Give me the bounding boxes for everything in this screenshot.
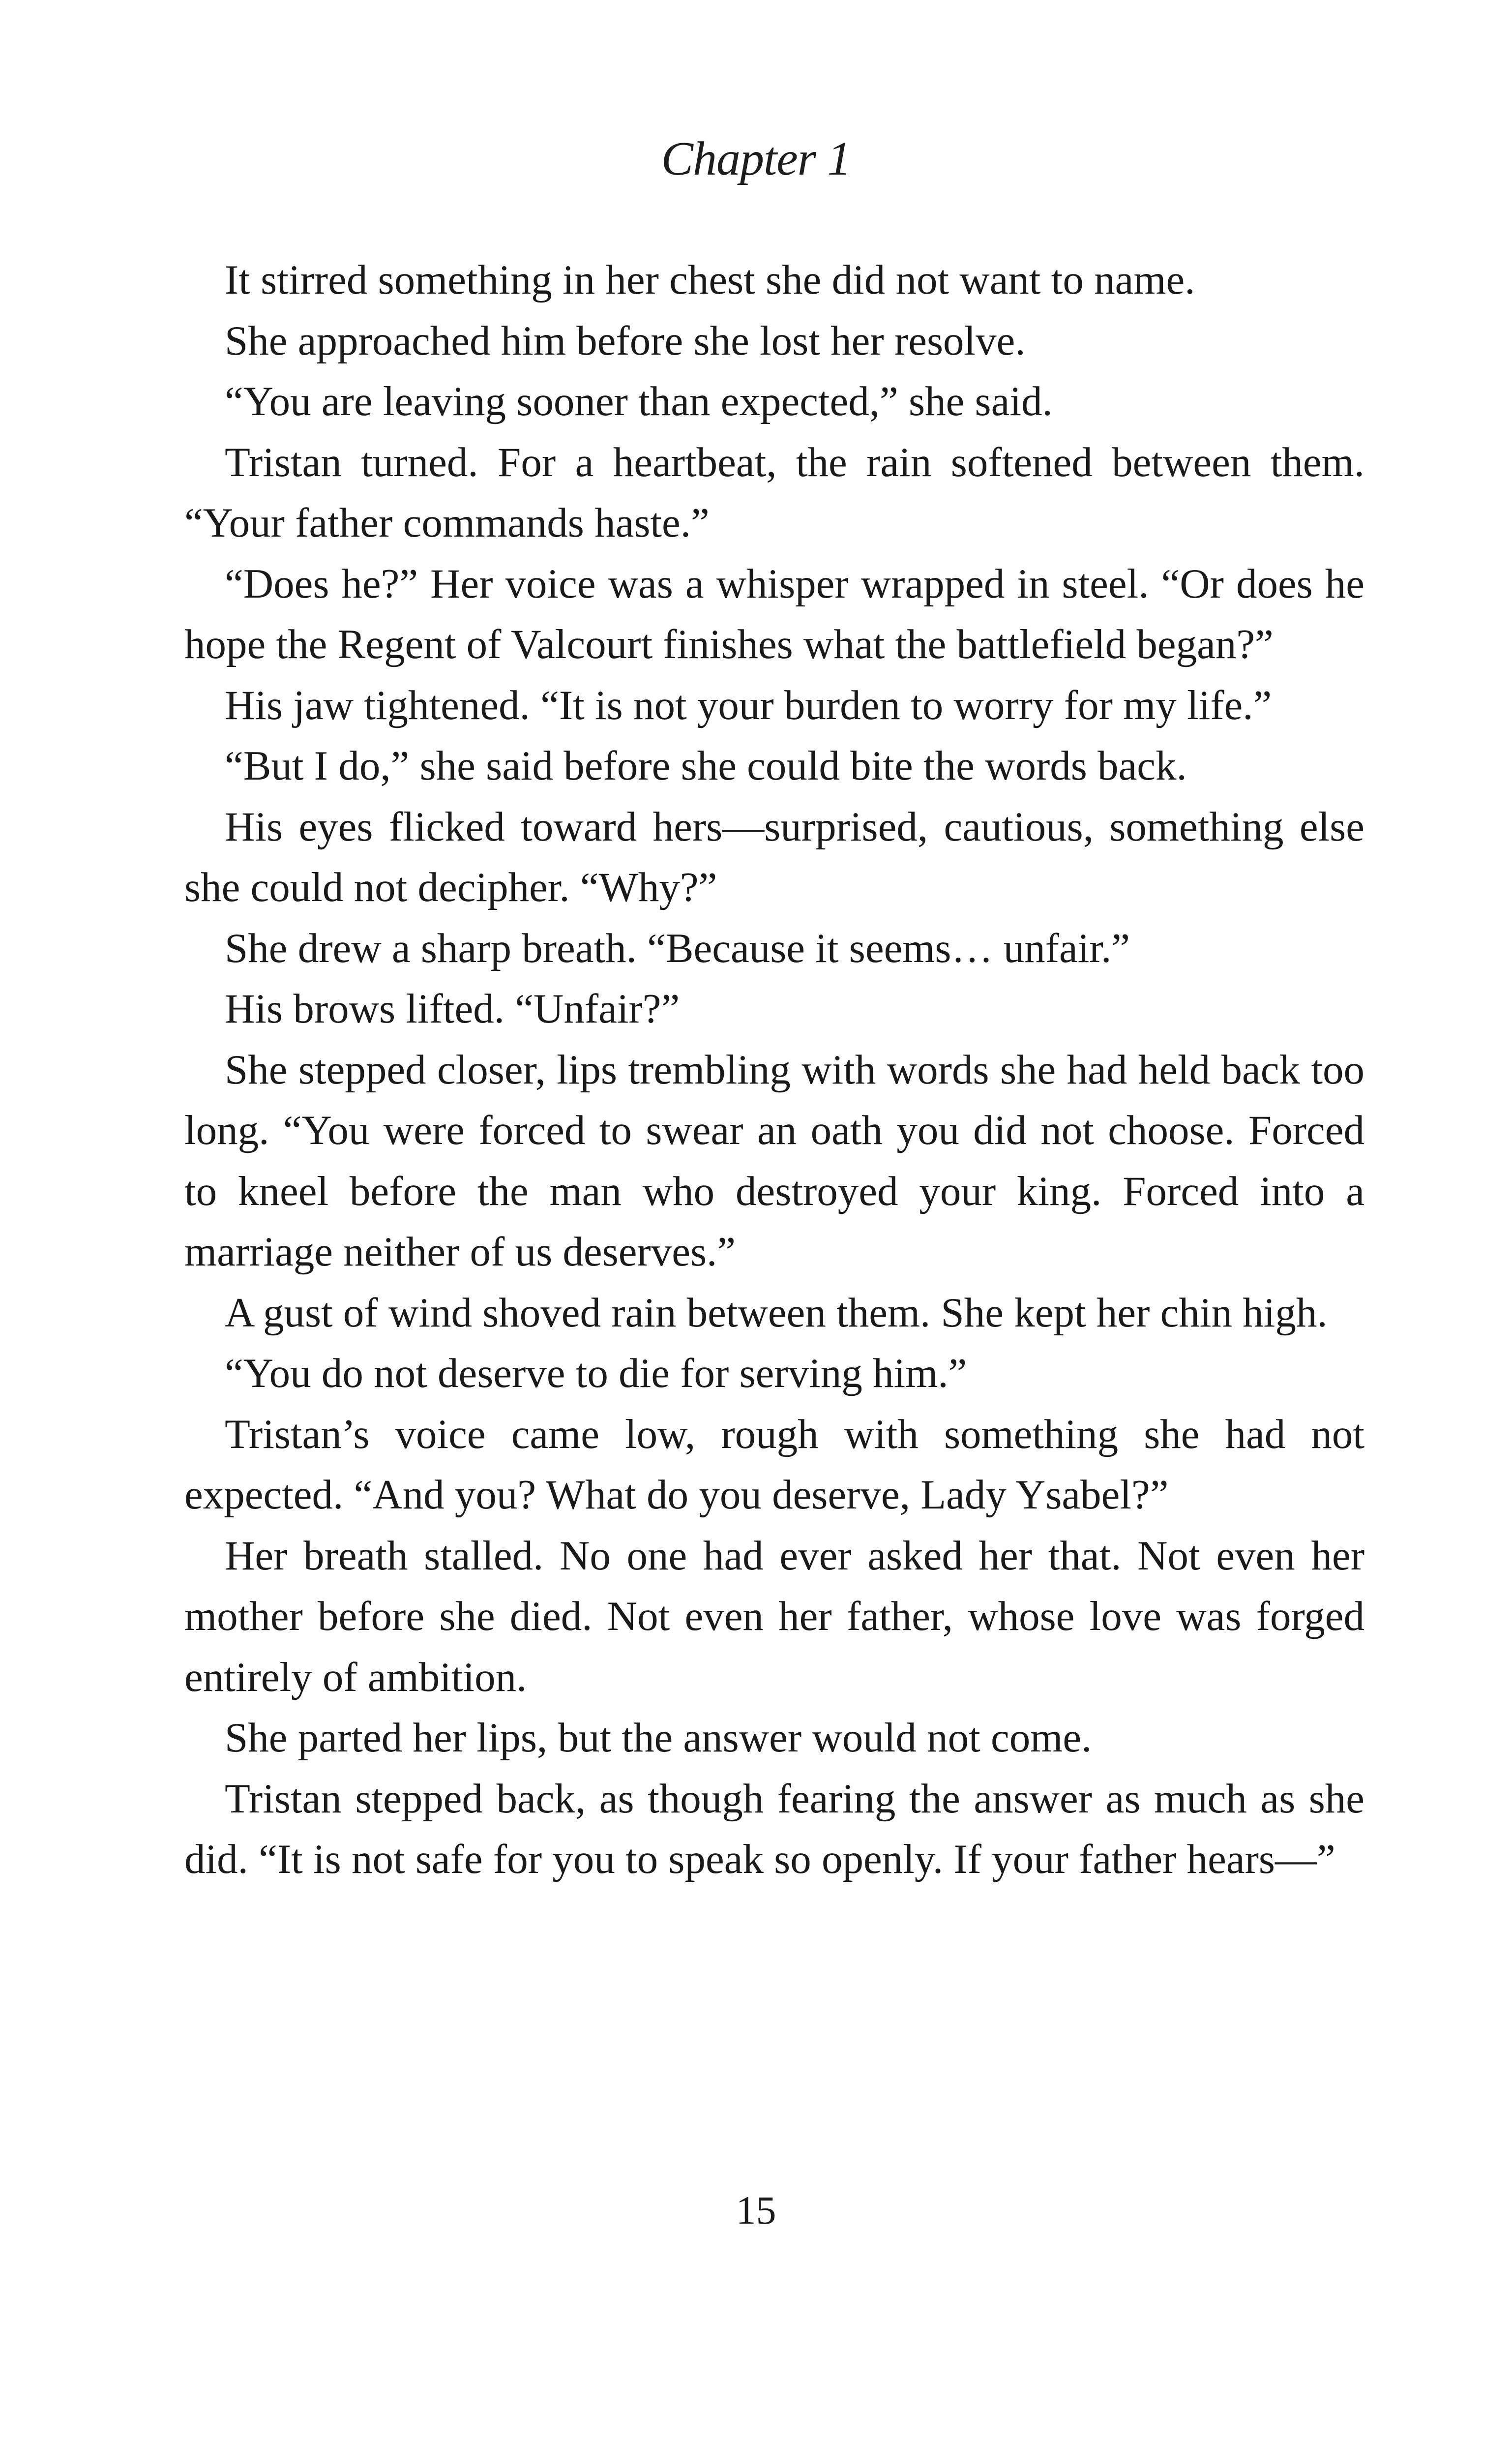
paragraph: It stirred something in her chest she did not want to name.: [225, 257, 1195, 303]
paragraph: “You are leaving sooner than expected,” she said.: [225, 378, 1053, 424]
paragraph: Tristan stepped back, as though fearing the answer as much as she did. “It is not safe for you to speak so openly. If your father hears—”: [184, 1775, 1364, 1882]
paragraph: His brows lifted. “Unfair?”: [225, 986, 680, 1032]
paragraph: “But I do,” she said before she could bite the words back.: [225, 743, 1187, 789]
paragraph: “You do not deserve to die for serving him.”: [225, 1350, 967, 1396]
page-number: 15: [736, 2188, 776, 2232]
paragraph: She stepped closer, lips trembling with words she had held back too long. “You were forced to swear an oath you did not choose. Forced to kneel before the man who destroyed your king. Forced into a marriage neither of us deserves.”: [184, 1046, 1364, 1275]
paragraph: A gust of wind shoved rain between them. She kept her chin high.: [225, 1289, 1328, 1336]
paragraph: Tristan turned. For a heartbeat, the rain softened between them. “Your father commands haste.”: [184, 439, 1364, 546]
paragraph: She approached him before she lost her resolve.: [225, 317, 1026, 364]
paragraph: She parted her lips, but the answer would not come.: [225, 1715, 1092, 1761]
running-head: Chapter 1: [661, 132, 851, 185]
paragraph: His jaw tightened. “It is not your burden to worry for my life.”: [225, 682, 1272, 728]
paragraph: His eyes flicked toward hers—surprised, cautious, something else she could not decipher. “Why?”: [184, 803, 1364, 910]
chapter-body: [184, 250, 1364, 1890]
paragraph: Her breath stalled. No one had ever asked her that. Not even her mother before she died. Not even her father, whose love was forged entirely of ambition.: [184, 1532, 1364, 1700]
paragraph: Tristan’s voice came low, rough with something she had not expected. “And you? What do you deserve, Lady Ysabel?”: [184, 1411, 1364, 1518]
paragraph: “Does he?” Her voice was a whisper wrapped in steel. “Or does he hope the Regent of Valcourt finishes what the battlefield began?”: [184, 560, 1364, 667]
paragraph: She drew a sharp breath. “Because it seems… unfair.”: [225, 925, 1130, 971]
